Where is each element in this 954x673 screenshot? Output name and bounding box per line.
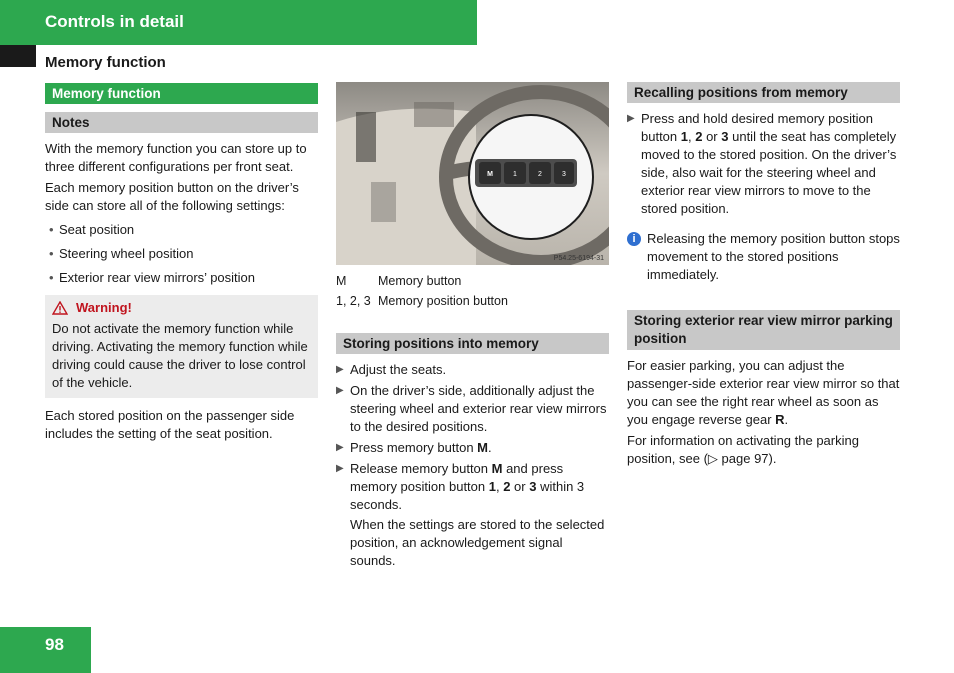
figure-button-2: 2 [538, 171, 542, 178]
legend-key: 1, 2, 3 [336, 294, 371, 308]
list-item: ▶ Press memory button M. [336, 440, 492, 455]
bullet-icon: • [49, 246, 54, 261]
info-text: Releasing the memory position button stops movement to the stored positions immediately. [647, 231, 900, 282]
mirror-parking-heading: Storing exterior rear view mirror parking position [627, 310, 900, 350]
warning-title: Warning! [76, 300, 132, 315]
bullet-icon: • [49, 222, 54, 237]
legend-row [336, 272, 609, 290]
arrow-bullet-icon: ▶ [627, 113, 635, 124]
mirror-paragraph-1: For easier parking, you can adjust the passenger-side exterior rear view mirror so that you can see the right rear wheel as soon as you engage reverse gear R. [627, 358, 900, 427]
warning-box [45, 295, 318, 398]
legend-text: Memory button [378, 274, 462, 288]
storing-heading: Storing positions into memory [336, 333, 609, 354]
column-3 [627, 82, 900, 468]
recalling-heading: Recalling positions from memory [627, 82, 900, 103]
list-item: • Exterior rear view mirrors’ position [45, 269, 318, 287]
section-marker [0, 45, 36, 67]
storing-note: When the settings are stored to the selected position, an acknowledgement signal sounds. [350, 517, 605, 568]
legend-row [336, 292, 609, 310]
list-item: • Seat position [45, 221, 318, 239]
chapter-title: Controls in detail [45, 12, 184, 31]
section-title: Memory function [45, 54, 166, 71]
list-item: ▶ Release memory button M and press memory position button 1, 2 or 3 within 3 seconds. [336, 461, 585, 512]
arrow-bullet-icon: ▶ [336, 385, 344, 396]
column-1 [45, 83, 318, 443]
figure-button-m: M [487, 171, 493, 178]
figure-code: P54.25-6194-31 [553, 255, 604, 262]
info-note [627, 230, 900, 284]
chapter-header [0, 0, 477, 45]
steering-wheel-illustration [336, 82, 609, 265]
notes-paragraph-2: Each memory position button on the driver’s side can store all of the following settings: [45, 180, 299, 213]
figure-button-1: 1 [513, 171, 517, 178]
list-item: ▶ Adjust the seats. [336, 362, 447, 377]
arrow-bullet-icon: ▶ [336, 463, 344, 474]
mirror-paragraph-2: For information on activating the parking position, see (▷ page 97). [627, 433, 859, 466]
warning-triangle-icon [52, 301, 68, 315]
column-2 [336, 82, 609, 570]
notes-paragraph-1: With the memory function you can store up to three different configurations per front seat. [45, 141, 307, 174]
legend-text: Memory position button [378, 294, 508, 308]
figure-button-3: 3 [562, 171, 566, 178]
memory-function-heading: Memory function [45, 83, 318, 104]
memory-buttons-photo [336, 82, 609, 265]
arrow-bullet-icon: ▶ [336, 364, 344, 375]
page-number: 98 [45, 635, 64, 654]
legend-key: M [336, 274, 347, 288]
page-number-tab [0, 627, 91, 673]
list-item: ▶ On the driver’s side, additionally adjust the steering wheel and exterior rear view mirrors to the desired positions. [336, 383, 607, 434]
passenger-paragraph: Each stored position on the passenger side includes the setting of the seat position. [45, 408, 295, 441]
info-icon: i [627, 232, 641, 246]
warning-text: Do not activate the memory function while driving. Activating the memory function while driving could cause the driver to lose control of the vehicle. [52, 321, 308, 390]
notes-heading: Notes [45, 112, 318, 133]
bullet-icon: • [49, 270, 54, 285]
arrow-bullet-icon: ▶ [336, 442, 344, 453]
list-item: • Steering wheel position [45, 245, 318, 263]
list-item: ▶ Press and hold desired memory position button 1, 2 or 3 until the seat has completely moved to the stored position. On the driver’s side, also wait for the steering wheel and exterior rear view mirrors to move to the stored position. [627, 111, 897, 216]
